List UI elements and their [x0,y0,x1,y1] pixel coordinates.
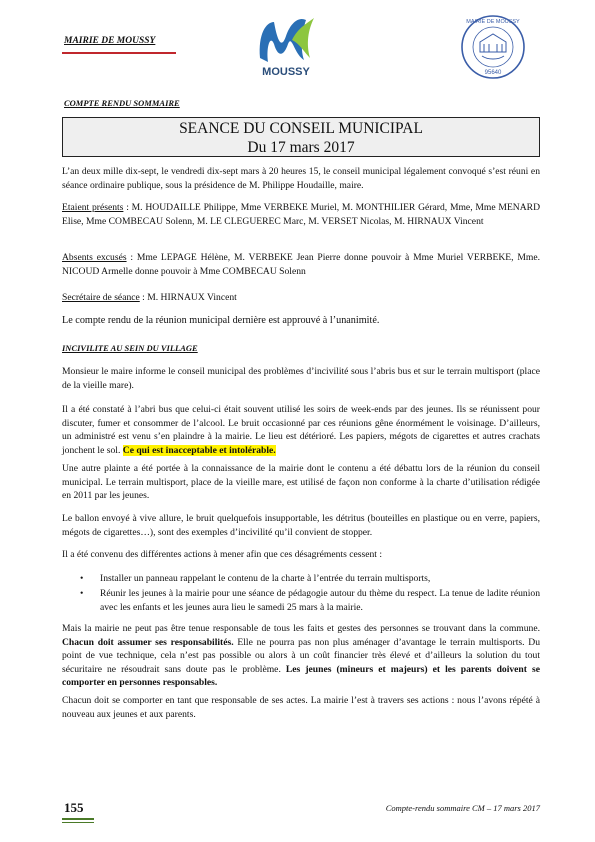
paragraph-6-bold-2: Les jeunes (mineurs et majeurs) et les parents doivent se comporter en personnes responsables. [62,663,540,689]
paragraph-6-bold-1: Chacun doit assumer ses responsabilités. [62,636,234,648]
presents-paragraph [62,201,540,228]
intro-paragraph: L’an deux mille dix-sept, le vendredi dix-sept mars à 20 heures 15, le conseil municipal légalement convoqué s’est réuni en séance ordinaire publique, sous la présidence de M. Philippe Houdaille, maire. [62,166,540,191]
bullet-icon: • [80,588,84,599]
page-number-rule-thin [62,822,94,823]
document-type: COMPTE RENDU SOMMAIRE [64,98,180,108]
secretaire-name: : M. HIRNAUX Vincent [139,292,237,303]
page-title: SEANCE DU CONSEIL MUNICIPAL [179,120,423,137]
presents-label: Etaient présents [62,202,124,213]
paragraph-1: Monsieur le maire informe le conseil municipal des problèmes d’incivilité sous l’abris bus et sur le terrain multisport (place de la vieille mare). [62,366,540,391]
bullet-text-2: Réunir les jeunes à la mairie pour une séance de pédagogie autour du thème du respect. La tenue de ladite réunion avec les enfants et les jeunes aura lieu le samedi 25 mars à la mairie. [100,588,540,613]
bullet-icon: • [80,573,84,584]
moussy-logo [248,14,324,80]
logo-text: MOUSSY [262,66,310,78]
bullet-item-1 [80,572,540,586]
paragraph-4: Le ballon envoyé à vive allure, le bruit quelquefois insupportable, les détritus (bouteilles en plastique ou en verre, papiers, mégots de cigarettes…), sont des exemples d’incivilité qu’il convient de stopper. [62,513,540,538]
presents-list: : M. HOUDAILLE Philippe, Mme VERBEKE Muriel, M. MONTHILIER Gérard, Mme, Mme MENARD Elise, Mme COMBECAU Solenn, M. LE CLEGUEREC Marc, M. VERSET Nicolas, M. HIRNAUX Vincent [62,202,540,227]
paragraph-2 [62,403,540,457]
page-number-rule [62,818,94,820]
bullet-text-1: Installer un panneau rappelant le contenu de la charte à l’entrée du terrain multisports, [100,573,431,584]
seal-bottom-text: 95640 [484,70,502,76]
paragraph-6-part-c: Elle ne pourra pas non plus aménager d’avantage le terrain multisports. Du point de vue technique, cela n’est pas possible ou alors à un coût financier très élevé et d’ailleurs la solution du tout sécuritaire ne résoudrait sans doute pas le problème. [62,636,540,675]
secretaire-label: Secrétaire de séance [62,292,140,303]
highlighted-statement: Ce qui est inacceptable et intolérable. [122,444,276,456]
mairie-header: MAIRIE DE MOUSSY [64,36,156,46]
seal-top-text: MAIRIE DE MOUSSY [466,19,520,25]
section-title: INCIVILITE AU SEIN DU VILLAGE [62,343,198,353]
paragraph-2-text: Il a été constaté à l’abri bus que celui-ci était souvent utilisé les soirs de week-ends par des jeunes. Ils se réunissent pour discuter, fumer et consommer de l’alcool. Le bruit occasionné par ces réunions gêne énormément le voisinage. D’ailleurs, un administré est venu s’en plaindre à la mairie. Le lieu est détérioré. Les papiers, mégots de cigarettes et autres crachats jonchent le sol. [62,404,540,456]
paragraph-3: Une autre plainte a été portée à la connaissance de la mairie dont le contenu a été débattu lors de la réunion du conseil municipal. Le terrain multisport, place de la vieille mare, est utilisé de façon non conforme à la charte d’utilisation rédigée en 2011 par les jeunes. [62,463,540,502]
footer-text: Compte-rendu sommaire CM – 17 mars 2017 [385,803,540,813]
bullet-item-2 [80,587,540,615]
paragraph-5: Il a été convenu des différentes actions à mener afin que ces désagréments cessent : [62,549,383,560]
absents-paragraph [62,251,540,278]
secretaire-paragraph [62,291,540,305]
absents-label: Absents excusés [62,252,127,263]
approval-text: Le compte rendu de la réunion municipal dernière est approuvé à l’unanimité. [62,315,380,326]
absents-list: : Mme LEPAGE Hélène, M. VERBEKE Jean Pierre donne pouvoir à Mme Muriel VERBEKE, Mme. NICOUD Armelle donne pouvoir à Mme COMBECAU Solenn [62,252,540,277]
session-date: Du 17 mars 2017 [247,139,355,156]
mairie-seal [460,14,526,80]
paragraph-6-part-a: Mais la mairie ne peut pas être tenue responsable de tous les faits et gestes des personnes se trouvant dans la commune. [62,623,540,634]
header-divider [62,52,176,54]
title-box [62,117,540,157]
paragraph-7: Chacun doit se comporter en tant que responsable de ses actes. La mairie l’est à travers ses actions : nous l’avons répété à nouveau aux jeunes et aux parents. [62,695,540,720]
page-number: 155 [64,800,84,815]
paragraph-6 [62,622,540,690]
